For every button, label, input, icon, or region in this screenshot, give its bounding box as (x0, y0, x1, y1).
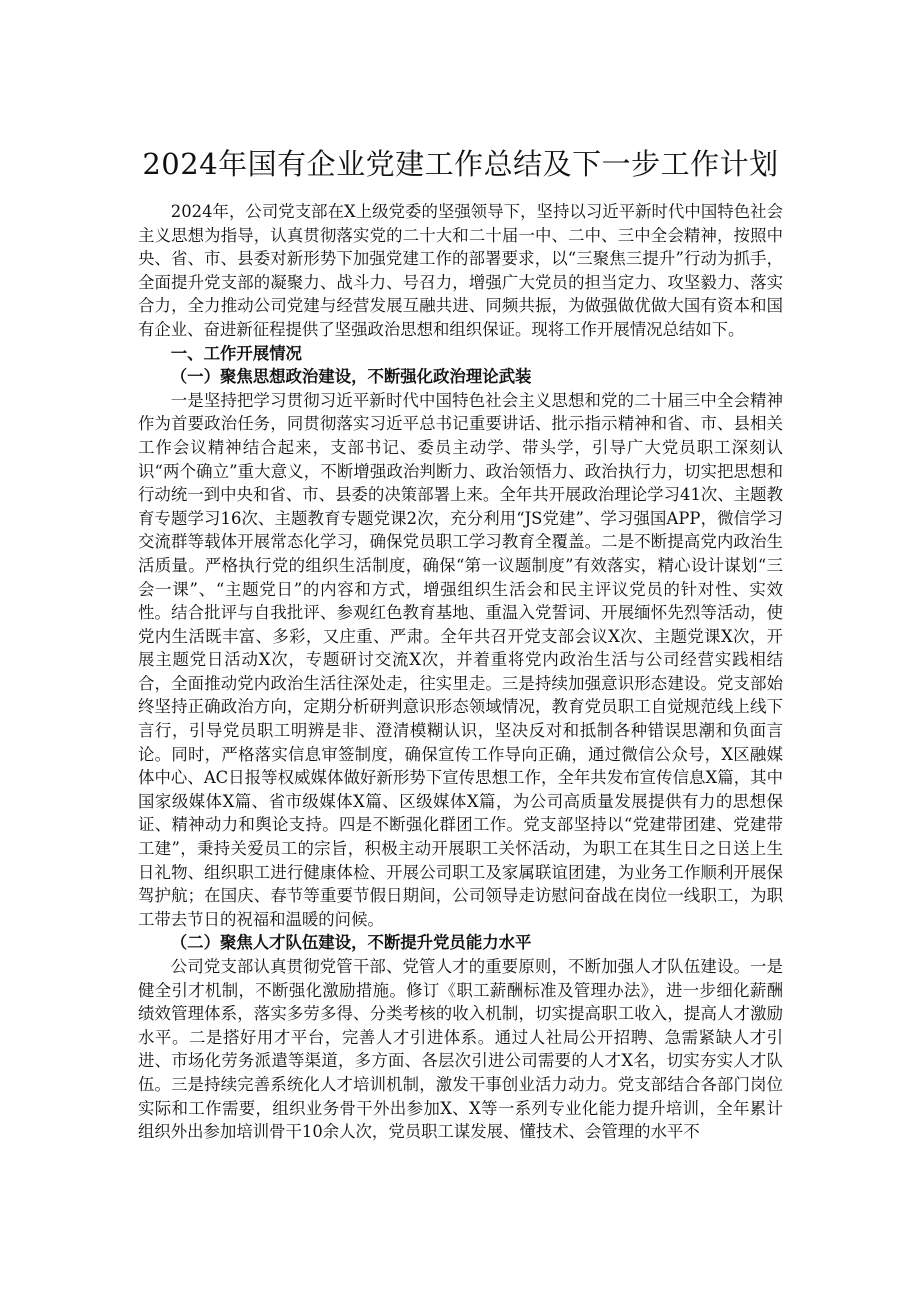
intro-paragraph: 2024年，公司党支部在X上级党委的坚强领导下，坚持以习近平新时代中国特色社会主义思想为指导，认真贯彻落实党的二十大和二十届一中、二中、三中全会精神，按照中央、省、市、县委对新形势下加强党建工作的部署要求，以“三聚焦三提升”行动为抓手，全面提升党支部的凝聚力、战斗力、号召力，增强广大党员的担当定力、攻坚毅力、落实合力，全力推动公司党建与经营发展互融共进、同频共振，为做强做优做大国有资本和国有企业、奋进新征程提供了坚强政治思想和组织保证。现将工作开展情况总结如下。 (138, 202, 783, 339)
subsection-heading-2: （二）聚焦人才队伍建设，不断提升党员能力水平 (170, 933, 532, 953)
document-title: 2024年国有企业党建工作总结及下一步工作计划 (142, 147, 779, 181)
subsection-heading-1: （一）聚焦思想政治建设，不断强化政治理论武装 (170, 367, 532, 387)
subsection-body-1: 一是坚持把学习贯彻习近平新时代中国特色社会主义思想和党的二十届三中全会精神作为首要政治任务，同贯彻落实习近平总书记重要讲话、批示指示精神和省、市、县相关工作会议精神结合起来，支部书记、委员主动学、带头学，引导广大党员职工深刻认识“两个确立”重大意义，不断增强政治判断力、政治领悟力、政治执行力，切实把思想和行动统一到中央和省、市、县委的决策部署上来。全年共开展政治理论学习41次、主题教育专题学习16次、主题教育专题党课2次，充分利用“JS党建”、学习强国APP，微信学习交流群等载体开展常态化学习，确保党员职工学习教育全覆盖。二是不断提高党内政治生活质量。严格执行党的组织生活制度，确保“第一议题制度”有效落实，精心设计谋划“三会一课”、“主题党日”的内容和方式，增强组织生活会和民主评议党员的针对性、实效性。结合批评与自我批评、参观红色教育基地、重温入党誓词、开展缅怀先烈等活动，使党内生活既丰富、多彩，又庄重、严肃。全年共召开党支部会议X次、主题党课X次，开展主题党日活动X次，专题研讨交流X次，并着重将党内政治生活与公司经营实践相结合，全面推动党内政治生活往深处走，往实里走。三是持续加强意识形态建设。党支部始终坚持正确政治方向，定期分析研判意识形态领域情况，教育党员职工自觉规范线上线下言行，引导党员职工明辨是非、澄清模糊认识，坚决反对和抵制各种错误思潮和负面言论。同时，严格落实信息审签制度，确保宣传工作导向正确，通过微信公众号，X区融媒体中心、AC日报等权威媒体做好新形势下宣传思想工作，全年共发布宣传信息X篇，其中国家级媒体X篇、省市级媒体X篇、区级媒体X篇，为公司高质量发展提供有力的思想保证、精神动力和舆论支持。四是不断强化群团工作。党支部坚持以“党建带团建、党建带工建”，秉持关爱员工的宗旨，积极主动开展职工关怀活动，为职工在其生日之日送上生日礼物、组织职工进行健康体检、开展公司职工及家属联谊团建，为业务工作顺利开展保驾护航；在国庆、春节等重要节假日期间，公司领导走访慰问奋战在岗位一线职工，为职工带去节日的祝福和温暖的问候。 (138, 390, 783, 929)
section-heading-1: 一、工作开展情况 (170, 343, 302, 363)
subsection-body-2: 公司党支部认真贯彻党管干部、党管人才的重要原则，不断加强人才队伍建设。一是健全引才机制，不断强化激励措施。修订《职工薪酬标准及管理办法》，进一步细化薪酬绩效管理体系，落实多劳多得、分类考核的收入机制，切实提高职工收入，提高人才激励水平。二是搭好用才平台，完善人才引进体系。通过人社局公开招聘、急需紧缺人才引进、市场化劳务派遣等渠道，多方面、各层次引进公司需要的人才X名，切实夯实人才队伍。三是持续完善系统化人才培训机制，激发干事创业活力动力。党支部结合各部门岗位实际和工作需要，组织业务骨干外出参加X、X等一系列专业化能力提升培训，全年累计组织外出参加培训骨干10余人次，党员职工谋发展、懂技术、会管理的水平不 (138, 957, 783, 1142)
